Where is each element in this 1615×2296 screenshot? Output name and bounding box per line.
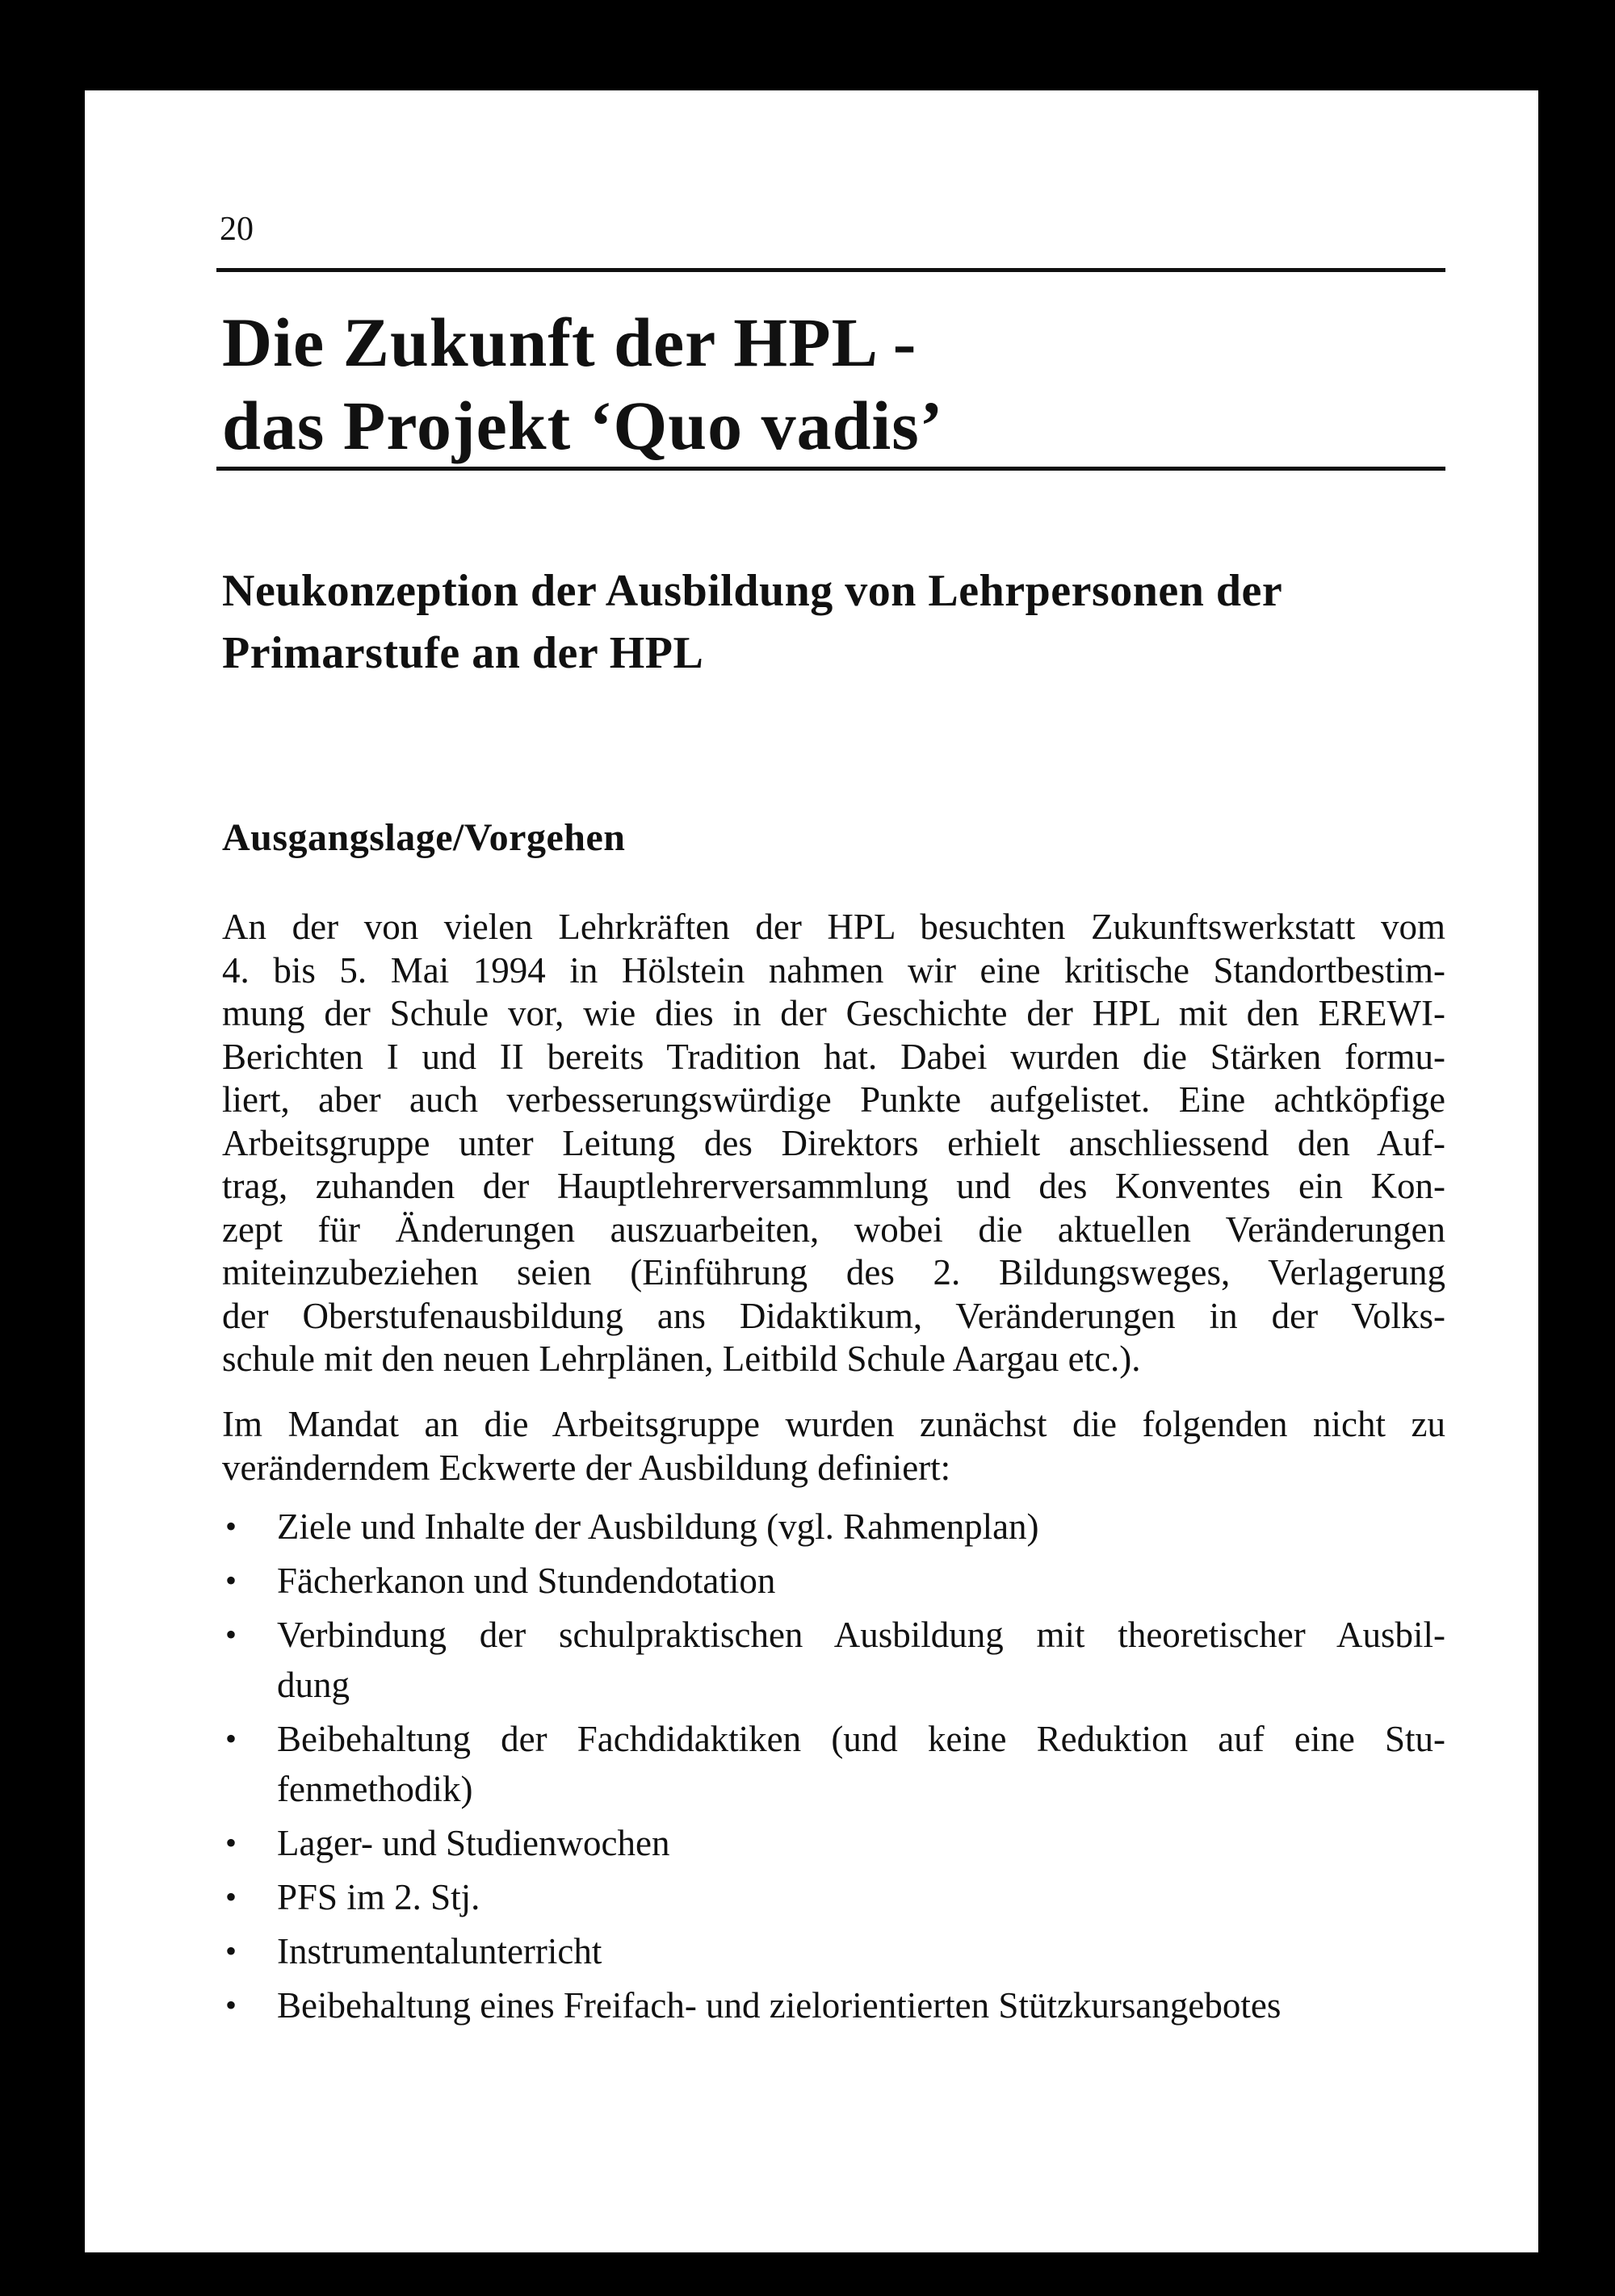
bullet-text: Lager- und Studienwochen <box>277 1823 670 1863</box>
top-rule <box>216 268 1445 272</box>
paragraph-line: miteinzubeziehen seien (Einführung des 2. Bildungsweges, Verlagerung <box>222 1252 1445 1293</box>
paragraph-line: liert, aber auch verbesserungswürdige Punkte aufgelistet. Eine achtköpfige <box>222 1079 1445 1120</box>
bullet-icon: • <box>225 1825 237 1861</box>
bullet-icon: • <box>225 1508 237 1544</box>
paragraph-line: schule mit den neuen Lehrplänen, Leitbild Schule Aargau etc.). <box>222 1339 1141 1379</box>
subtitle-line-2: Primarstufe an der HPL <box>222 628 704 678</box>
bullet-text: Ziele und Inhalte der Ausbildung (vgl. Rahmenplan) <box>277 1506 1039 1547</box>
paragraph-line: trag, zuhanden der Hauptlehrerversammlung und des Konventes ein Kon- <box>222 1166 1445 1206</box>
paragraph-line: Berichten I und II bereits Tradition hat. Dabei wurden die Stärken formu- <box>222 1036 1445 1077</box>
paragraph-line: An der von vielen Lehrkräften der HPL besuchten Zukunftswerkstatt vom <box>222 907 1445 947</box>
bullet-icon: • <box>225 1720 237 1757</box>
bullet-text: fenmethodik) <box>277 1769 473 1809</box>
subtitle-line-1: Neukonzeption der Ausbildung von Lehrpersonen der <box>222 566 1283 616</box>
section-heading: Ausgangslage/Vorgehen <box>222 816 626 859</box>
bullet-icon: • <box>225 1987 237 2023</box>
document-page <box>85 90 1538 2252</box>
bullet-text: dung <box>277 1665 350 1705</box>
bullet-text: Beibehaltung eines Freifach- und zielorientierten Stützkursangebotes <box>277 1985 1282 2026</box>
title-line-2: das Projekt ‘Quo vadis’ <box>222 387 944 464</box>
bullet-icon: • <box>225 1616 237 1653</box>
bullet-icon: • <box>225 1562 237 1598</box>
paragraph-line: zept für Änderungen auszuarbeiten, wobei die aktuellen Veränderungen <box>222 1209 1445 1250</box>
paragraph-line: der Oberstufenausbildung ans Didaktikum, Veränderungen in der Volks- <box>222 1295 1445 1336</box>
paragraph-line: Arbeitsgruppe unter Leitung des Direktors erhielt anschliessend den Auf- <box>222 1122 1445 1163</box>
paragraph-line: veränderndem Eckwerte der Ausbildung definiert: <box>222 1448 951 1488</box>
paragraph-line: 4. bis 5. Mai 1994 in Hölstein nahmen wir eine kritische Standortbestim- <box>222 949 1445 991</box>
title-line-1: Die Zukunft der HPL - <box>222 304 917 381</box>
title-rule <box>216 467 1445 471</box>
bullet-text: Verbindung der schulpraktischen Ausbildung mit theoretischer Ausbil- <box>277 1615 1445 1655</box>
bullet-text: PFS im 2. Stj. <box>277 1877 480 1917</box>
paragraph-line: Im Mandat an die Arbeitsgruppe wurden zunächst die folgenden nicht zu <box>222 1404 1445 1444</box>
bullet-icon: • <box>225 1879 237 1915</box>
bullet-text: Instrumentalunterricht <box>277 1931 602 1971</box>
page-number: 20 <box>220 211 254 248</box>
bullet-icon: • <box>225 1933 237 1969</box>
paragraph-line: mung der Schule vor, wie dies in der Geschichte der HPL mit den EREWI- <box>222 993 1445 1033</box>
bullet-text: Fächerkanon und Stundendotation <box>277 1561 776 1601</box>
bullet-text: Beibehaltung der Fachdidaktiken (und keine Reduktion auf eine Stu- <box>277 1719 1445 1759</box>
